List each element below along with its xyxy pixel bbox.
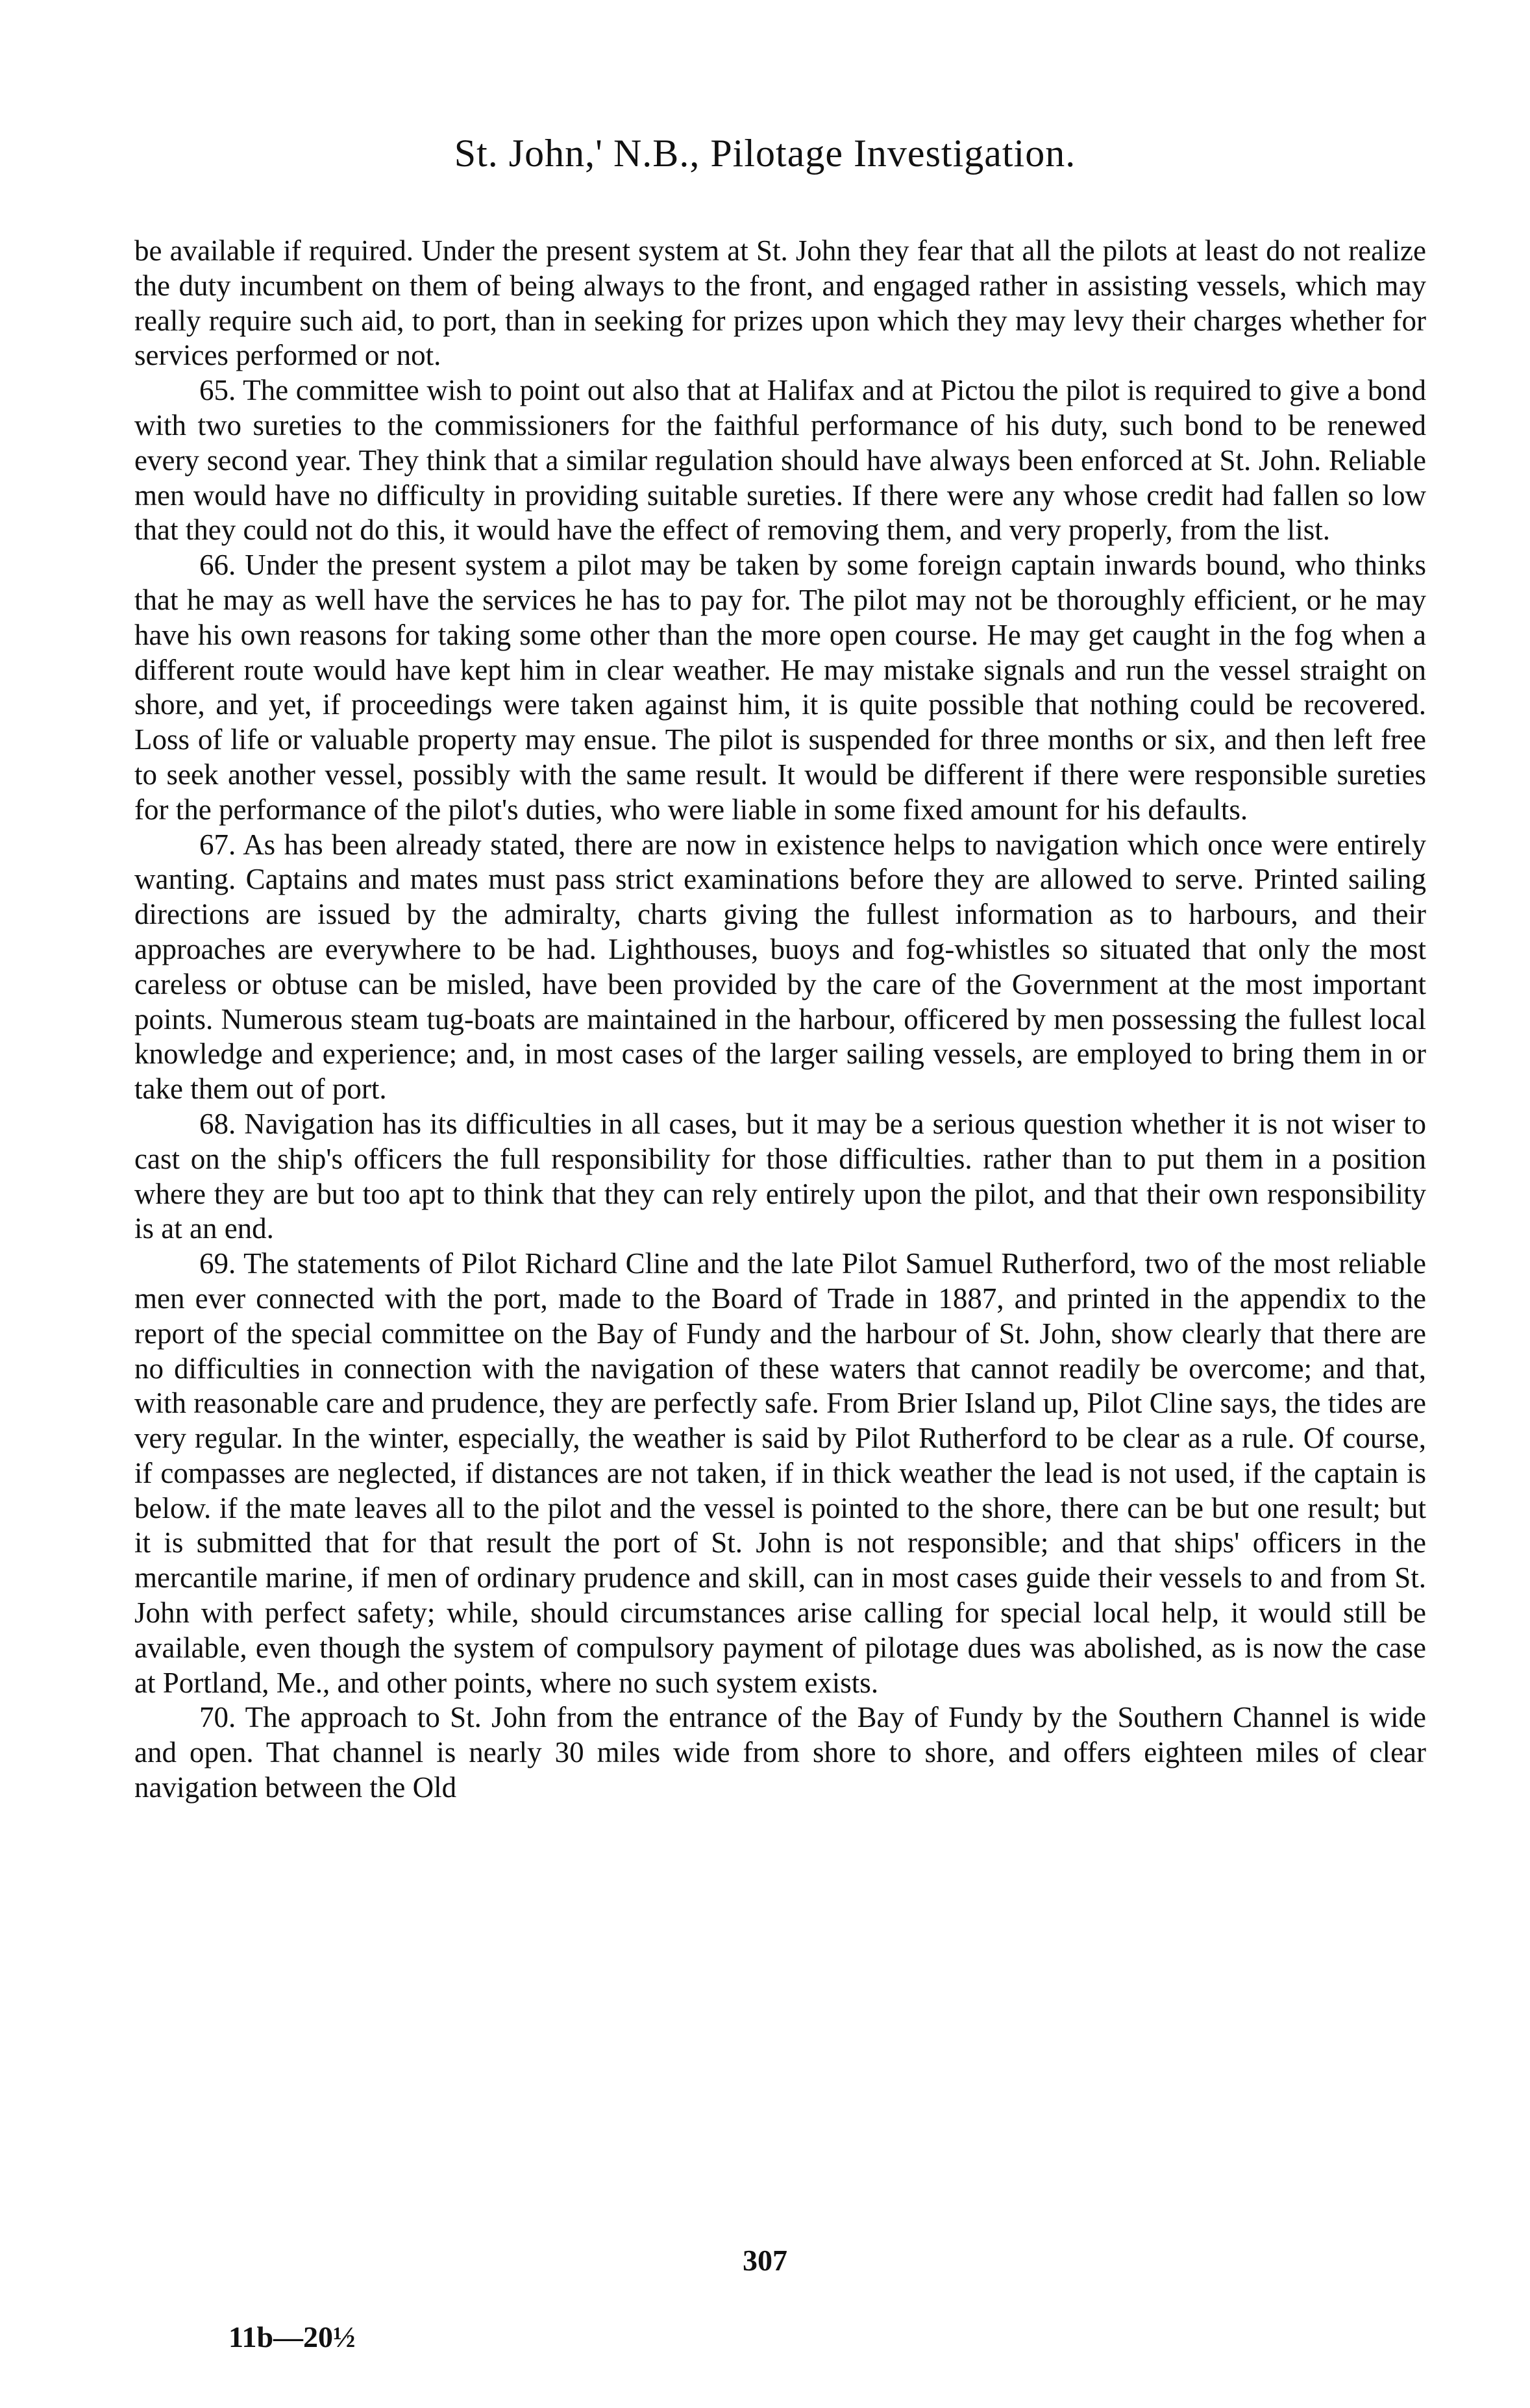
paragraph-number: 70. <box>199 1701 236 1734</box>
paragraph-68 <box>134 1107 1426 1247</box>
paragraph-text: The approach to St. John from the entrance of the Bay of Fundy by the Southern Channel is wide and open. That channel is nearly 30 miles wide from shore to shore, and offers eighteen miles of clear navigation between the Old <box>134 1701 1426 1804</box>
paragraph-number: 68. <box>199 1107 236 1140</box>
paragraph-67 <box>134 828 1426 1107</box>
paragraph-number: 66. <box>199 549 236 582</box>
paragraph-70 <box>134 1700 1426 1805</box>
paragraph-number: 67. <box>199 828 236 861</box>
paragraph-66 <box>134 548 1426 827</box>
paragraph-text: Under the present system a pilot may be taken by some foreign captain inwards bound, who thinks that he may as well have the services he has to pay for. The pilot may not be thoroughly efficient, or he may have his own reasons for taking some other than the more open course. He may get caught in the fog when a different route would have kept him in clear weather. He may mistake signals and run the vessel straight on shore, and yet, if proceedings were taken against him, it is quite possible that nothing could be recovered. Loss of life or valuable property may ensue. The pilot is suspended for three months or six, and then left free to seek another vessel, possibly with the same result. It would be different if there were responsible sureties for the performance of the pilot's duties, who were liable in some fixed amount for his defaults. <box>134 549 1426 826</box>
paragraph-65 <box>134 373 1426 548</box>
paragraph-text: be available if required. Under the present system at St. John they fear that all the pilots at least do not realize the duty incumbent on them of being always to the front, and engaged rather in assisting vessels, which may really require such aid, to port, than in seeking for prizes upon which they may levy their charges whether for services performed or not. <box>134 234 1426 372</box>
paragraph-number: 65. <box>199 374 236 407</box>
page-number: 307 <box>743 2244 787 2277</box>
paragraph-continued <box>134 234 1426 373</box>
paragraph-text: The committee wish to point out also that at Halifax and at Pictou the pilot is required to give a bond with two sureties to the commissioners for the faithful performance of his duty, such bond to be renewed every second year. They think that a similar regulation should have always been enforced at St. John. Reliable men would have no difficulty in providing suitable sureties. If there were any whose credit had fallen so low that they could not do this, it would have the effect of removing them, and very properly, from the list. <box>134 374 1426 547</box>
paragraph-text: Navigation has its difficulties in all cases, but it may be a serious question whether it is not wiser to cast on the ship's officers the full responsibility for those difficulties. rather than to put them in a position where they are but too apt to think that they can rely entirely upon the pilot, and that their own responsibility is at an end. <box>134 1107 1426 1245</box>
paragraph-text: The statements of Pilot Richard Cline and the late Pilot Samuel Rutherford, two of the most reliable men ever connected with the port, made to the Board of Trade in 1887, and printed in the appendix to the report of the special committee on the Bay of Fundy and the harbour of St. John, show clearly that there are no difficulties in connection with the navigation of these waters that cannot readily be overcome; and that, with reasonable care and prudence, they are perfectly safe. From Brier Island up, Pilot Cline says, the tides are very regular. In the winter, especially, the weather is said by Pilot Rutherford to be clear as a rule. Of course, if compasses are neglected, if distances are not taken, if in thick weather the lead is not used, if the captain is below. if the mate leaves all to the pilot and the vessel is pointed to the shore, there can be but one result; but it is submitted that for that result the port of St. John is not responsible; and that ships' officers in the mercantile marine, if men of ordinary prudence and skill, can in most cases guide their vessels to and from St. John with perfect safety; while, should circumstances arise calling for special local help, it would still be available, even though the system of compulsory payment of pilotage dues was abolished, as is now the case at Portland, Me., and other points, where no such system exists. <box>134 1247 1427 1699</box>
paragraph-69 <box>134 1247 1426 1700</box>
document-body <box>134 234 1426 1806</box>
printer-signature-mark: 11b—20½ <box>228 2320 356 2353</box>
paragraph-text: As has been already stated, there are now in existence helps to navigation which once were entirely wanting. Captains and mates must pass strict examinations before they are allowed to serve. Printed sailing directions are issued by the admiralty, charts giving the fullest information as to harbours, and their approaches are everywhere to be had. Lighthouses, buoys and fog-whistles so situated that only the most careless or obtuse can be misled, have been provided by the care of the Government at the most important points. Numerous steam tug-boats are maintained in the harbour, officered by men possessing the fullest local knowledge and experience; and, in most cases of the larger sailing vessels, are employed to bring them in or take them out of port. <box>134 828 1426 1106</box>
paragraph-number: 69. <box>199 1247 236 1280</box>
page-title: St. John,' N.B., Pilotage Investigation. <box>454 132 1076 175</box>
